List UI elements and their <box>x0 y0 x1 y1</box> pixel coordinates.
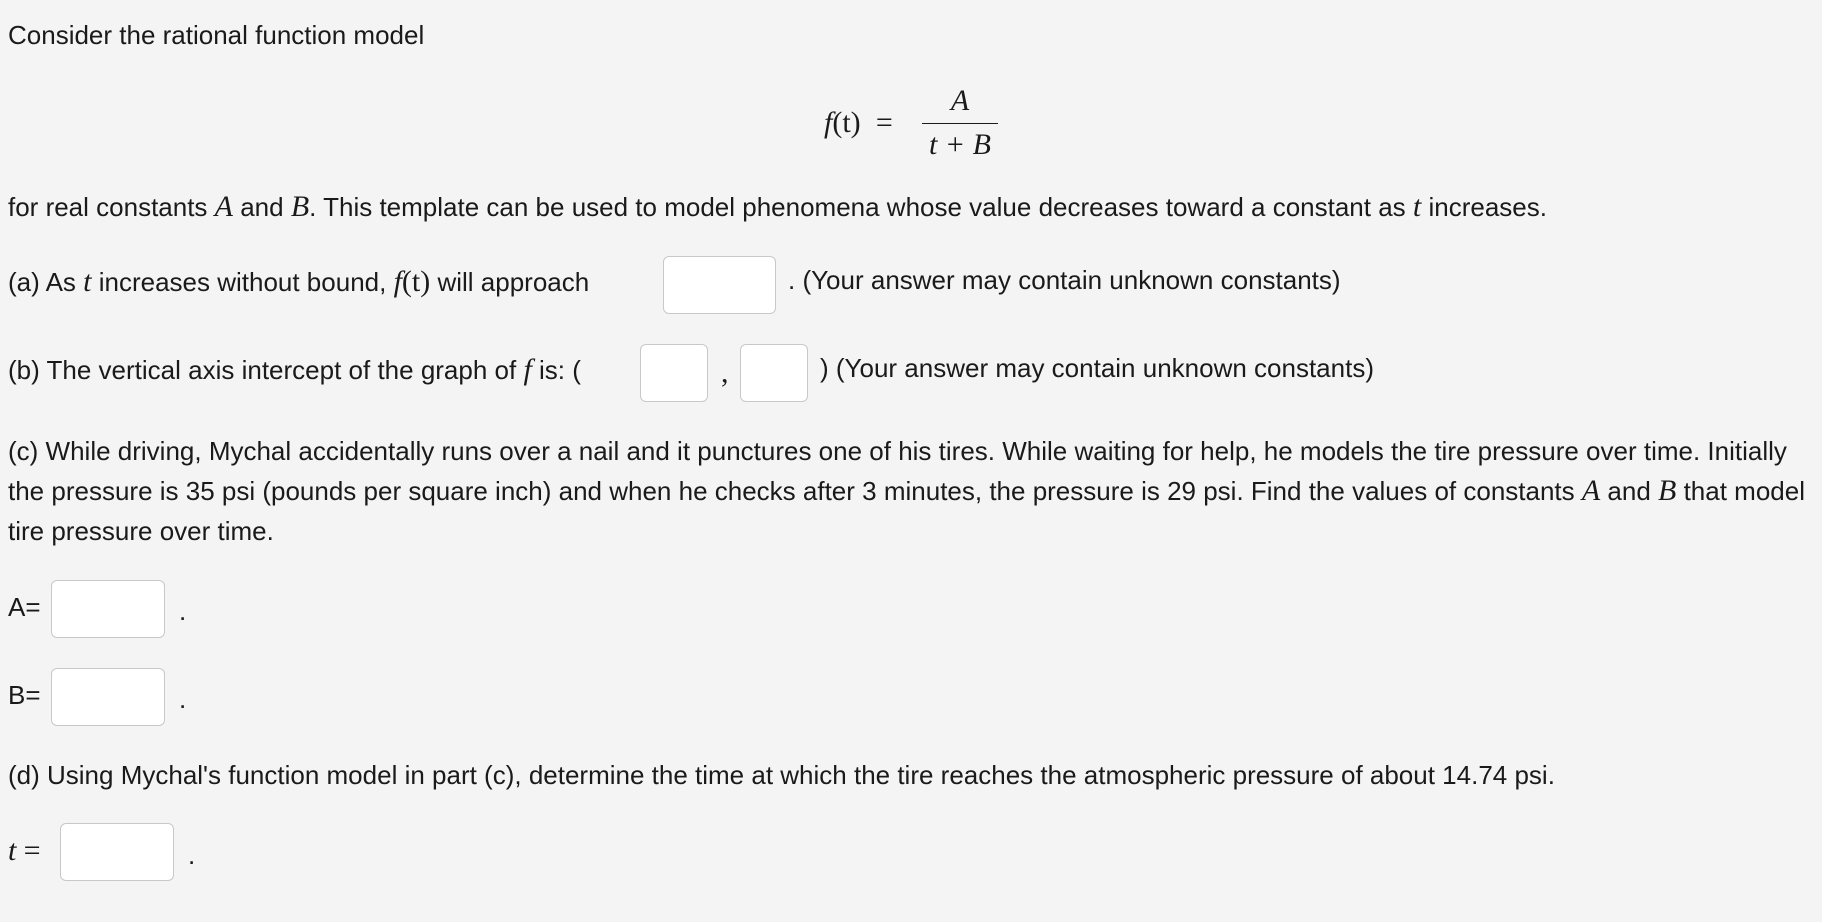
part-a-func-arg: (t) <box>401 265 431 298</box>
part-a-text-1: (a) As <box>8 267 84 297</box>
part-c-var-a: A <box>1581 474 1601 507</box>
description-text-3: increases. <box>1421 192 1547 222</box>
part-a-answer-box[interactable] <box>663 256 776 314</box>
formula-f: f <box>824 106 833 139</box>
part-b-x-answer-box[interactable] <box>640 344 708 402</box>
part-d-question: (d) Using Mychal's function model in part (c), determine the time at which the tire reaches the atmospheric pressure of about 14.74 psi. <box>8 760 1555 790</box>
part-d-t-label <box>8 834 41 868</box>
part-a-answer-input[interactable] <box>664 257 775 313</box>
part-b-func-f: f <box>523 353 532 386</box>
part-a-var-t: t <box>83 265 92 298</box>
part-c-a-answer-input[interactable] <box>52 581 164 637</box>
formula-arg: (t) <box>832 106 861 139</box>
description-text-2: . This template can be used to model phenomena whose value decreases toward a constant as <box>309 192 1413 222</box>
description-var-t: t <box>1412 190 1422 223</box>
description-text-1: for real constants <box>8 192 215 222</box>
part-a-question <box>8 265 589 299</box>
part-b-x-answer-input[interactable] <box>641 345 707 401</box>
part-b-question <box>8 353 581 387</box>
formula-denominator: t + B <box>929 128 991 161</box>
part-d-t-answer-input[interactable] <box>61 824 173 880</box>
formula-fraction-bar <box>922 123 998 124</box>
part-c-a-period: . <box>179 596 187 626</box>
part-d-t-answer-box[interactable] <box>60 823 174 881</box>
part-b-note: ) (Your answer may contain unknown constants) <box>820 353 1374 383</box>
part-c-a-answer-box[interactable] <box>51 580 165 638</box>
part-c-text-2: that model tire pressure over time. <box>8 476 1805 546</box>
intro-text: Consider the rational function model <box>8 20 425 50</box>
part-b-comma: , <box>721 356 729 389</box>
part-b-text-1: (b) The vertical axis intercept of the graph of <box>8 355 524 385</box>
part-d-equals: = <box>23 834 41 867</box>
formula-equals: = <box>875 106 893 139</box>
part-a-text-3: will approach <box>430 267 590 297</box>
part-c-text-1: (c) While driving, Mychal accidentally runs over a nail and it punctures one of his tires. While waiting for help, he models the tire pressure over time. Initially the pressure is 35 psi (pounds per square inch) and when he checks after 3 minutes, the pressure is 29 psi. Find the values of constants <box>8 436 1787 506</box>
part-d-var-t: t <box>8 834 17 867</box>
part-b-text-2: is: ( <box>531 355 581 385</box>
part-c-b-answer-input[interactable] <box>52 669 164 725</box>
part-c-b-label: B= <box>8 680 41 710</box>
description-var-b: B <box>290 190 310 223</box>
part-b-y-answer-box[interactable] <box>740 344 808 402</box>
part-d-period: . <box>188 840 196 870</box>
part-c-var-b: B <box>1658 474 1677 507</box>
part-a-text-2: increases without bound, <box>91 267 394 297</box>
formula-lhs <box>824 106 893 140</box>
part-b-y-answer-input[interactable] <box>741 345 807 401</box>
part-c-b-answer-box[interactable] <box>51 668 165 726</box>
part-c-question <box>8 431 1808 551</box>
description <box>8 190 1547 224</box>
part-a-note: . (Your answer may contain unknown constants) <box>788 265 1341 295</box>
description-var-a: A <box>214 190 233 223</box>
part-c-and: and <box>1600 476 1659 506</box>
part-a-func-f: f <box>393 265 402 298</box>
part-c-b-period: . <box>179 684 187 714</box>
formula-numerator: A <box>950 84 970 117</box>
part-c-a-label: A= <box>8 592 41 622</box>
description-and: and <box>232 192 291 222</box>
